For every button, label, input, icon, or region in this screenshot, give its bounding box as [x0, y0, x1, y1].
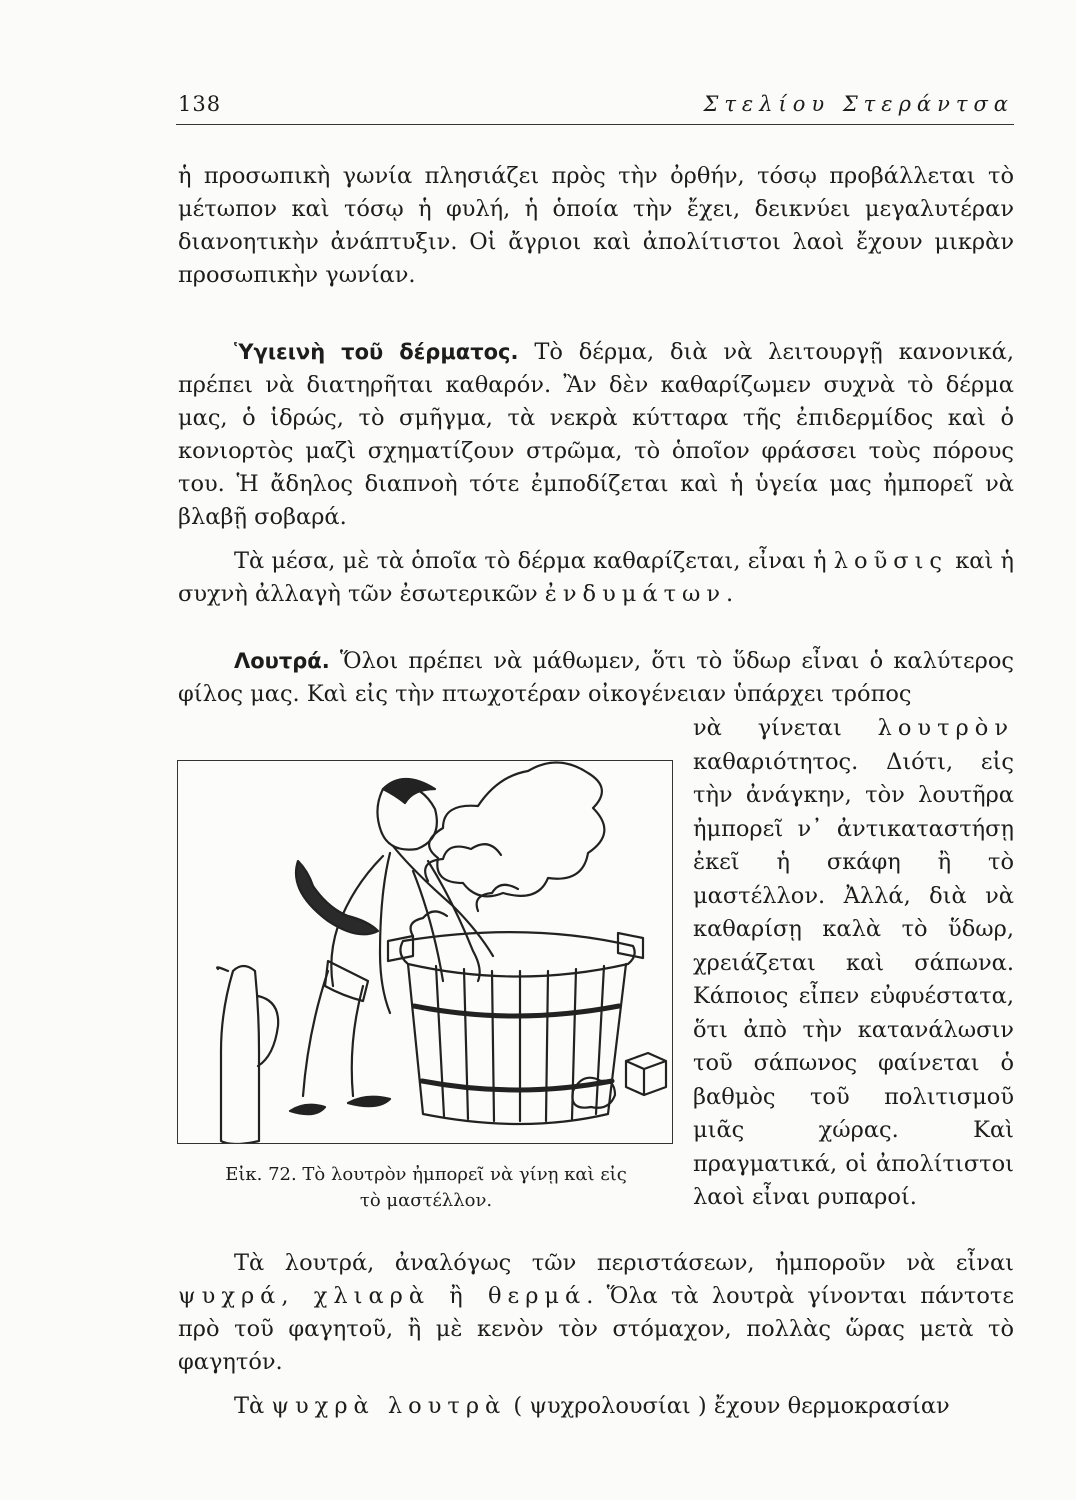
paragraph-side-column — [693, 712, 1014, 1215]
spaced-term: λοῦσις — [833, 548, 949, 574]
paragraph-cold-baths — [178, 1390, 1014, 1423]
paragraph-text: . Ὅλα τὰ λουτρὰ γίνονται πάντοτε πρὸ τοῦ φαγητοῦ, ἢ μὲ κενὸν τὸν στόμαχον, πολλὰς ὥρας μετὰ τὸ φαγητόν. — [178, 1283, 1014, 1375]
paragraph-baths — [178, 645, 1014, 711]
paragraph-text: ( ψυχρολουσίαι ) ἔχουν θερμοκρασίαν — [506, 1393, 950, 1419]
paragraph-bath-types — [178, 1247, 1014, 1379]
running-head: Στελίου Στεράντσα — [703, 92, 1014, 116]
paragraph-skin-hygiene — [178, 336, 1014, 534]
paragraph-text: Ὅλοι πρέπει νὰ μάθωμεν, ὅτι τὸ ὕδωρ εἶναι ὁ καλύτερος φίλος μας. Καὶ εἰς τὴν πτωχοτέραν οἰκογένειαν ὑπάρχει τρόπος — [178, 648, 1014, 707]
section-heading-baths: Λουτρά. — [234, 649, 330, 673]
figure-bath-illustration — [177, 760, 673, 1144]
towel — [296, 861, 378, 934]
paragraph-text: Τὰ λουτρά, ἀναλόγως τῶν περιστάσεων, ἠμποροῦν νὰ εἶναι — [234, 1250, 1014, 1276]
paragraph-text: . — [726, 581, 734, 607]
steam-cloud — [429, 762, 604, 896]
paragraph-text: νὰ γίνεται — [693, 715, 878, 741]
section-heading-skin-hygiene: Ὑγιεινὴ τοῦ δέρματος. — [234, 340, 519, 364]
spaced-term: ψυχρὰ λουτρὰ — [271, 1393, 507, 1419]
page-number: 138 — [178, 92, 222, 116]
steam-curl — [477, 885, 518, 911]
spaced-term: ψυχρά, χλιαρὰ ἢ θερμά — [178, 1283, 587, 1309]
tub-staves — [436, 966, 604, 1121]
caption-line: τὸ μαστέλλον. — [359, 1190, 493, 1211]
paragraph-text: Τὸ δέρμα, διὰ νὰ λειτουργῇ κανονικά, πρέπει νὰ διατηρῆται καθαρόν. Ἂν δὲν καθαρίζωμεν συχνὰ τὸ δέρμα μας, ὁ ἱδρώς, τὸ σμῆγμα, τὰ νεκρὰ κύτταρα τῆς ἐπιδερμίδος καὶ ὁ κονιορτὸς μαζὶ σχηματίζουν στρῶμα, τὸ ὁποῖον φράσσει τοὺς πόρους του. Ἡ ἄδηλος διαπνοὴ τότε ἐμποδίζεται καὶ ἡ ὑγεία μας ἠμπορεῖ νὰ βλαβῇ σοβαρά. — [178, 339, 1014, 530]
paragraph-text: καθαριότητος. Διότι, εἰς τὴν ἀνάγκην, τὸν λουτῆρα ἠμπορεῖ ν᾽ ἀντικαταστήσῃ ἐκεῖ ἡ σκάφη ἢ τὸ μαστέλλον. Ἀλλά, διὰ νὰ καθαρίσῃ καλὰ τὸ ὕδωρ, χρειάζεται καὶ σάπωνα. Κάποιος εἶπεν εὐφυέστατα, ὅτι ἀπὸ τὴν κατανάλωσιν τοῦ σάπωνος φαίνεται ὁ βαθμὸς τοῦ πολιτισμοῦ μιᾶς χώρας. Καὶ πραγματικά, οἱ ἀπολίτιστοι λαοὶ εἶναι ρυπαροί. — [693, 748, 1014, 1210]
figure-caption — [186, 1162, 666, 1214]
paragraph-text: Τὰ μέσα, μὲ τὰ ὁποῖα τὸ δέρμα καθαρίζεται, εἶναι ἡ — [234, 548, 834, 574]
soap-box — [626, 1053, 666, 1095]
bath-illustration — [178, 761, 672, 1143]
caption-line: Εἰκ. 72. Τὸ λουτρὸν ἠμπορεῖ νὰ γίνῃ καὶ εἰς — [225, 1164, 627, 1185]
boy-hair — [383, 779, 435, 803]
spaced-term: ἐνδυμάτων — [544, 581, 727, 607]
slippers — [290, 1097, 390, 1114]
paragraph-text: Τὰ — [234, 1393, 272, 1419]
paragraph-facial-angle — [178, 160, 1014, 292]
spaced-term: λουτρὸν — [877, 715, 1014, 741]
paragraph-cleaning-means — [178, 545, 1014, 611]
paragraph-text: ἡ προσωπικὴ γωνία πλησιάζει πρὸς τὴν ὀρθήν, τόσῳ προβάλλεται τὸ μέτωπον καὶ τόσῳ ἡ φυλή, ἡ ὁποία τὴν ἔχει, δεικνύει μεγαλυτέραν διανοητικὴν ἀνάπτυξιν. Οἱ ἄγριοι καὶ ἀπολίτιστοι λαοὶ ἔχουν μικρὰν προσωπικὴν γωνίαν. — [178, 163, 1014, 288]
header-rule — [176, 124, 1014, 125]
page-header — [178, 86, 1014, 122]
paragraph-text: καὶ ἡ συχνὴ ἀλλαγὴ τῶν ἐσωτερικῶν — [178, 548, 1014, 607]
pitcher — [217, 966, 278, 1143]
